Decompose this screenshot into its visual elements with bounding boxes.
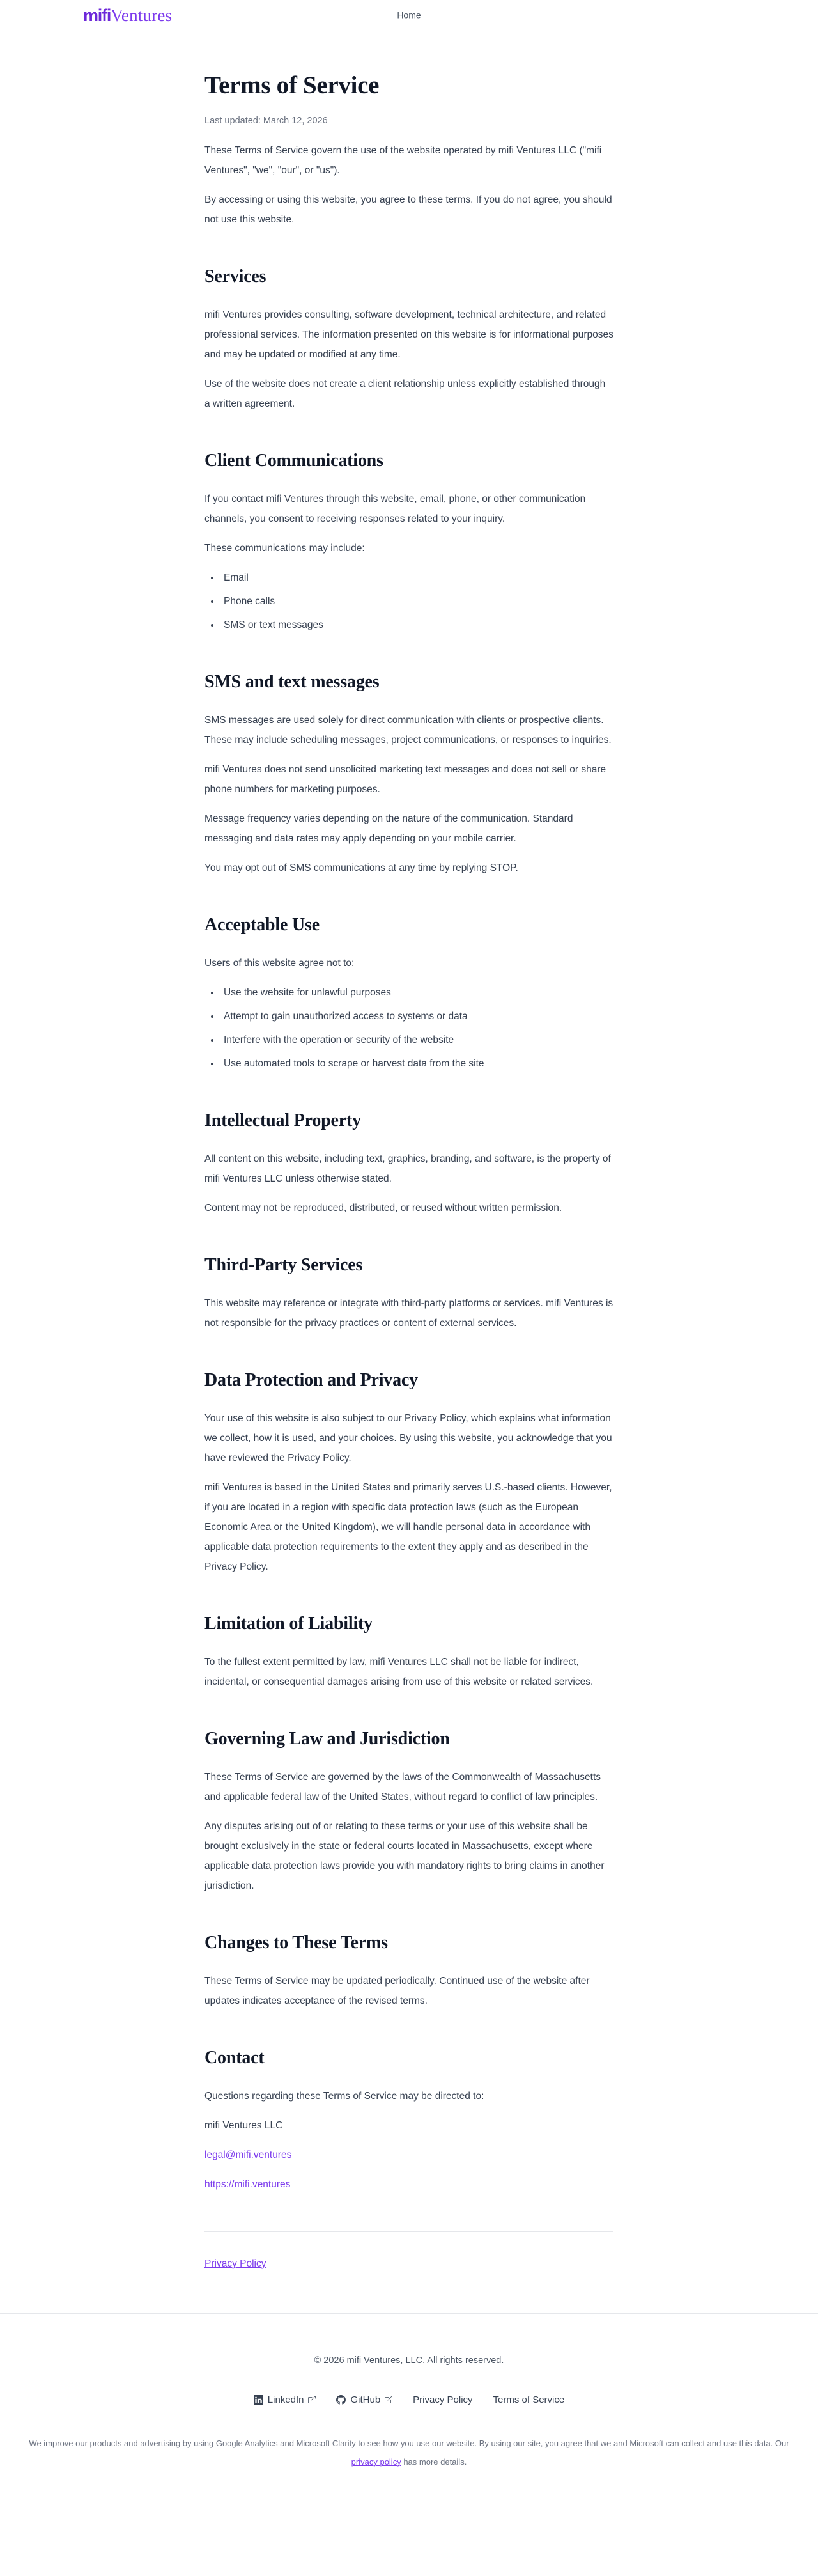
section-paragraph: Message frequency varies depending on the nature of the communication. Standard messaging and data rates may apply depending on your mobile carrier. bbox=[204, 813, 573, 844]
section-paragraph: mifi Ventures LLC bbox=[204, 2119, 283, 2131]
page-title: Terms of Service bbox=[204, 72, 380, 99]
footer-link-privacy-policy[interactable] bbox=[413, 2390, 472, 2410]
intro-paragraph: By accessing or using this website, you agree to these terms. If you do not agree, you should not use this website. bbox=[204, 194, 612, 225]
section-paragraph: Users of this website agree not to: bbox=[204, 957, 355, 969]
content-divider bbox=[204, 2231, 614, 2232]
section-client-communications bbox=[204, 449, 614, 635]
section-paragraph: mifi Ventures is based in the United States and primarily serves U.S.-based clients. However, if you are located in a region with specific data protection laws (such as the European Economic Area or the United Kingdom), we will handle personal data in accordance with applicable data protection requirements to the extent they apply and as described in the Privacy Policy. bbox=[204, 1481, 612, 1572]
site-header bbox=[0, 0, 818, 31]
section-paragraph: This website may reference or integrate with third-party platforms or services. mifi Ventures is not responsible for the privacy practices or content of external services. bbox=[204, 1297, 614, 1329]
list-item: • SMS or text messages bbox=[220, 615, 614, 635]
github-icon bbox=[336, 2395, 346, 2405]
section-data-protection-and-privacy bbox=[204, 1369, 614, 1577]
section-paragraph: To the fullest extent permitted by law, mifi Ventures LLC shall not be liable for indirect, incidental, or consequential damages arising from use of this website or related services. bbox=[204, 1656, 594, 1687]
section-list bbox=[204, 983, 614, 1073]
section-contact bbox=[204, 2047, 614, 2194]
logo-text-ventures: Ventures bbox=[111, 5, 173, 25]
copyright-text: © 2026 mifi Ventures, LLC. All rights reserved. bbox=[314, 2355, 504, 2366]
section-paragraph: If you contact mifi Ventures through this website, email, phone, or other communication channels, you consent to receiving responses related to your inquiry. bbox=[204, 493, 586, 524]
main-content bbox=[0, 31, 818, 2313]
section-third-party-services bbox=[204, 1254, 614, 1333]
section-paragraph: These Terms of Service may be updated periodically. Continued use of the website after updates indicates acceptance of the revised terms. bbox=[204, 1975, 590, 2006]
section-sms-and-text-messages bbox=[204, 671, 614, 878]
section-paragraph: Use of the website does not create a client relationship unless explicitly established through a written agreement. bbox=[204, 378, 606, 409]
section-heading: Governing Law and Jurisdiction bbox=[204, 1728, 450, 1749]
analytics-disclaimer bbox=[22, 2434, 796, 2471]
section-heading: Client Communications bbox=[204, 450, 383, 471]
footer-link-label: Privacy Policy bbox=[413, 2394, 473, 2405]
section-paragraph: You may opt out of SMS communications at any time by replying STOP. bbox=[204, 862, 518, 873]
section-paragraph: These communications may include: bbox=[204, 542, 365, 554]
section-heading: Contact bbox=[204, 2047, 265, 2068]
footer-link-label: LinkedIn bbox=[267, 2394, 304, 2405]
section-heading: Acceptable Use bbox=[204, 914, 320, 935]
nav-home-link[interactable]: Home bbox=[397, 10, 421, 20]
disclaimer-text-after: has more details. bbox=[401, 2456, 467, 2467]
section-governing-law-and-jurisdiction bbox=[204, 1728, 614, 1896]
section-paragraph: SMS messages are used solely for direct communication with clients or prospective clients. These may include scheduling messages, project communications, or responses to inquiries. bbox=[204, 714, 612, 745]
site-logo[interactable] bbox=[83, 7, 172, 24]
disclaimer-text-before: We improve our products and advertising by using Google Analytics and Microsoft Clarity to see how you use our website. By using our site, you agree that we and Microsoft can collect and use this data. Our bbox=[29, 2438, 789, 2448]
section-paragraph: Any disputes arising out of or relating to these terms or your use of this website shall be brought exclusively in the state or federal courts located in Massachusetts, except where applicable data protection laws provide you with mandatory rights to bring claims in another jurisdiction. bbox=[204, 1820, 605, 1891]
disclaimer-privacy-policy-link[interactable]: privacy policy bbox=[351, 2456, 401, 2467]
section-paragraph: All content on this website, including text, graphics, branding, and software, is the property of mifi Ventures LLC unless otherwise stated. bbox=[204, 1153, 611, 1184]
list-item: • Interfere with the operation or security of the website bbox=[220, 1030, 614, 1050]
site-footer bbox=[0, 2313, 818, 2517]
section-intellectual-property bbox=[204, 1109, 614, 1218]
contact-website-link[interactable]: https://mifi.ventures bbox=[204, 2178, 291, 2190]
section-paragraph: mifi Ventures provides consulting, software development, technical architecture, and related professional services. The information presented on this website is for informational purposes and may be updated or modified at any time. bbox=[204, 309, 614, 360]
section-heading: Third-Party Services bbox=[204, 1254, 363, 1275]
main-nav bbox=[397, 6, 421, 26]
intro-paragraph: These Terms of Service govern the use of the website operated by mifi Ventures LLC ("mifi Ventures", "we", "our", or "us"). bbox=[204, 144, 602, 176]
section-changes-to-these-terms bbox=[204, 1932, 614, 2011]
contact-email-link[interactable]: legal@mifi.ventures bbox=[204, 2149, 292, 2160]
list-item: • Phone calls bbox=[220, 591, 614, 611]
list-item: • Use automated tools to scrape or harvest data from the site bbox=[220, 1054, 614, 1073]
sections-container bbox=[204, 265, 614, 2194]
section-paragraph: Questions regarding these Terms of Service may be directed to: bbox=[204, 2090, 484, 2102]
section-paragraph: Content may not be reproduced, distributed, or reused without written permission. bbox=[204, 1202, 562, 1214]
section-heading: Changes to These Terms bbox=[204, 1932, 388, 1953]
section-heading: Intellectual Property bbox=[204, 1110, 361, 1130]
section-paragraph: mifi Ventures does not send unsolicited marketing text messages and does not sell or share phone numbers for marketing purposes. bbox=[204, 763, 606, 795]
section-list bbox=[204, 568, 614, 635]
section-services bbox=[204, 265, 614, 414]
last-updated-text: Last updated: March 12, 2026 bbox=[204, 115, 328, 126]
section-heading: Limitation of Liability bbox=[204, 1613, 373, 1634]
footer-link-github[interactable] bbox=[336, 2390, 392, 2410]
section-paragraph: These Terms of Service are governed by the laws of the Commonwealth of Massachusetts and applicable federal law of the United States, without regard to conflict of law principles. bbox=[204, 1771, 601, 1802]
section-heading: Services bbox=[204, 266, 266, 286]
section-heading: SMS and text messages bbox=[204, 671, 380, 692]
logo-text-mifi: mifi bbox=[83, 5, 111, 25]
section-heading: Data Protection and Privacy bbox=[204, 1370, 418, 1390]
footer-link-label: Terms of Service bbox=[493, 2394, 565, 2405]
privacy-policy-link[interactable]: Privacy Policy bbox=[204, 2258, 266, 2269]
list-item: • Attempt to gain unauthorized access to systems or data bbox=[220, 1006, 614, 1026]
footer-links bbox=[15, 2390, 803, 2410]
list-item: • Use the website for unlawful purposes bbox=[220, 983, 614, 1003]
section-paragraph: Your use of this website is also subject to our Privacy Policy, which explains what information we collect, how it is used, and your choices. By using this website, you acknowledge that you have reviewed the Privacy Policy. bbox=[204, 1412, 612, 1464]
section-acceptable-use bbox=[204, 914, 614, 1073]
external-link-icon bbox=[385, 2396, 392, 2403]
footer-link-terms-of-service[interactable] bbox=[493, 2390, 565, 2410]
list-item: • Email bbox=[220, 568, 614, 588]
footer-link-linkedin[interactable] bbox=[254, 2390, 316, 2410]
linkedin-icon bbox=[254, 2395, 263, 2405]
section-limitation-of-liability bbox=[204, 1612, 614, 1692]
external-link-icon bbox=[308, 2396, 316, 2403]
footer-link-label: GitHub bbox=[350, 2394, 381, 2405]
